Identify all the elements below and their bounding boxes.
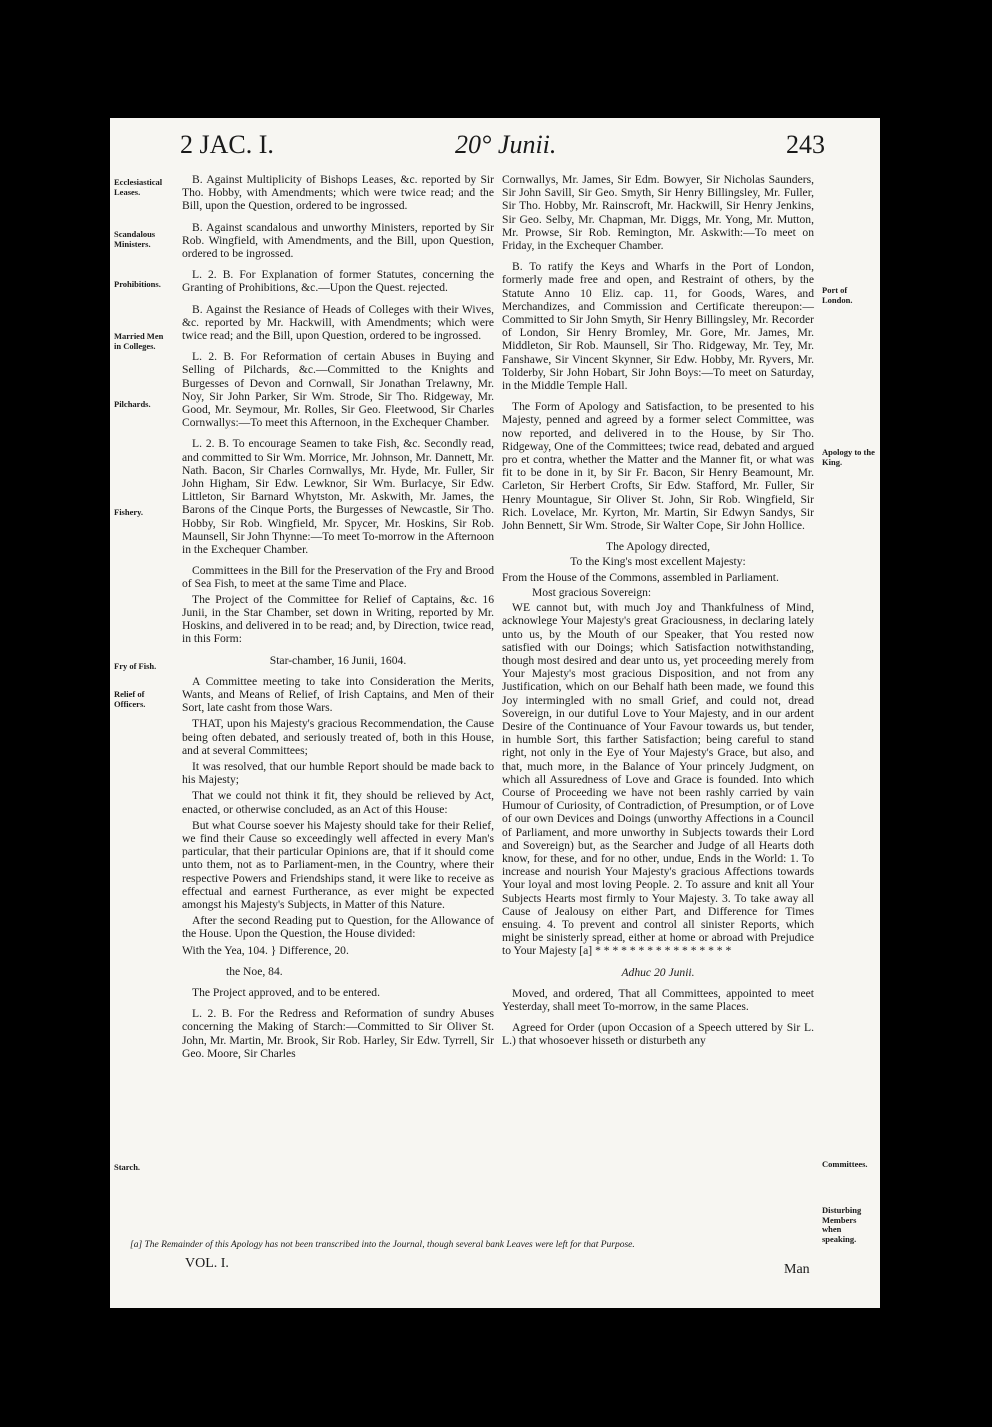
page-number: 243 [786, 130, 825, 159]
side-note: Starch. [114, 1162, 141, 1172]
yea-count: With the Yea, 104. [182, 943, 268, 957]
left-paragraph: L. 2. B. To encourage Seamen to take Fish, &c. Secondly read, and committed to Sir Wm. Morrice, Mr. Johnson, Mr. Dannett, Mr. Nath. Bacon, Sir Charles Cornwallys, Mr. Hyde, Mr. Fuller, Sir John Higham, Sir Edw. Lewknor, Sir Wm. Burlacye, Sir Edw. Littleton, Sir Barnard Whytston, Mr. Askwith, Mr. James, the Barons of the Cinque Ports, the Burgesses of Newcastle, Sir Tho. Hobby, Sir Rob. Wingfield, Mr. Spycer, Mr. Hoskins, Sir Rob. Maunsell, Sir John Thynne:—To meet To-morrow in the Afternoon in the Exchequer Chamber. [182, 437, 494, 557]
volume-signature: VOL. I. [185, 1256, 229, 1271]
division-noe: the Noe, 84. [226, 964, 283, 978]
star-chamber-heading: Star-chamber, 16 Junii, 1604. [269, 653, 407, 667]
running-head-left: 2 JAC. I. [180, 130, 274, 159]
side-note: Relief of Officers. [114, 689, 146, 709]
left-paragraph: B. Against the Resiance of Heads of Colleges with their Wives, &c. reported by Mr. Hackwill, with Amendments; which were twice read; and the Bill, upon Question, ordered to be ingrossed. [182, 302, 494, 343]
left-paragraph: B. Against scandalous and unworthy Ministers, reported by Sir Rob. Wingfield, with Amendments, and the Bill, upon Question, ordered to be ingrossed. [182, 220, 494, 261]
apology-sender: From the House of the Commons, assembled in Parliament. [502, 570, 779, 584]
side-note: Apology to the King. [822, 447, 875, 467]
side-note: Port of London. [822, 285, 853, 305]
left-paragraph: B. Against Multiplicity of Bishops Leases, &c. reported by Sir Tho. Hobby, with Amendments; which were twice read; and the Bill, upon the Question, ordered to be ingrossed. [182, 173, 494, 213]
adhuc-heading: Adhuc 20 Junii. [621, 965, 695, 979]
salutation: Most gracious Sovereign: [532, 585, 652, 599]
side-note: Ecclesiastical Leases. [114, 177, 163, 197]
apology-addressee: To the King's most excellent Majesty: [570, 555, 746, 569]
right-paragraph: B. To ratify the Keys and Wharfs in the Port of London, formerly made free and open, and Restraint of others, by the Statute Anno 10 Eliz. cap. 11, for Goods, Wares, and Merchandizes, and Commission and Certificate thereupon:—Committed to Sir John Smyth, Sir Henry Billingsley, Mr. Recorder of London, Sir Henry Bromley, Mr. Gore, Mr. James, Mr. Middleton, Sir Rob. Maunsell, Sir Tho. Ridgeway, Mr. Tey, Mr. Fanshawe, Sir Vincent Skynner, Sir Edw. Hobby, Mr. Ryvers, Mr. Tolderby, Sir John Hobart, Sir John Boys:—To meet on Saturday, in the Middle Temple Hall. [502, 260, 814, 393]
running-head-date: 20° Junii. [455, 130, 557, 159]
left-paragraph: The Project of the Committee for Relief of Captains, &c. 16 Junii, in the Star Chamber, set down in Writing, reported by Mr. Hoskins, and delivered in to be read; and, by Direction, twice read, in this Form: [182, 592, 494, 646]
project-paragraph: But what Course soever his Majesty should take for their Relief, we find their Cause so exceedingly well affected in every Man's particular, that their particular Opinions are, that if it should come unto them, not as to Parliament-men, in the Country, where their respective Powers and Friendships stand, it were like to receive as effectual and earnest Furtherance, as ever might be expected amongst his Majesty's Subjects, in Matter of this Nature. [182, 818, 494, 911]
division-difference: Difference, 20. [279, 943, 349, 957]
footnote: [a] The Remainder of this Apology has not been transcribed into the Journal, though several bank Leaves were left for that Purpose. [130, 1240, 635, 1250]
side-note: Pilchards. [114, 399, 151, 409]
catchword: Man [784, 1262, 810, 1277]
right-paragraph: Cornwallys, Mr. James, Sir Edm. Bowyer, Sir Nicholas Saunders, Sir John Savill, Sir Geo. Smyth, Sir Henry Billingsley, Mr. Fuller, Sir Tho. Hobby, Mr. Rainscroft, Mr. Hackwill, Sir Henry Jenkins, Sir Geo. Selby, Mr. Chapman, Mr. Diggs, Mr. Yong, Mr. Mutton, Mr. Prowse, Sir Rob. Remington, Mr. Askwith:—To meet on Friday, in the Exchequer Chamber. [502, 173, 814, 253]
disturbing-paragraph: Agreed for Order (upon Occasion of a Speech uttered by Sir L. L.) that whosoever hisseth or disturbeth any [502, 1021, 814, 1048]
side-note: Scandalous Ministers. [114, 229, 156, 249]
right-paragraph: The Form of Apology and Satisfaction, to be presented to his Majesty, penned and agreed by a former select Committee, was now reported, and delivered in to the House, by Sir Tho. Ridgeway, One of the Committees; twice read, debated and argued pro et contra, whether the Matter and the Manner fit, or what was fit to be done in it, by Sir Fr. Bacon, Sir Henry Beamount, Mr. Carleton, Sir Herbert Crofts, Sir Edw. Stafford, Mr. Fuller, Sir Henry Mountague, Sir Oliver St. John, Sir Rob. Wingfield, Sir Rich. Lovelace, Mr. Kyrton, Mr. Martin, Sir Edwyn Sandys, Sir John Bennett, Sir Wm. Strode, Sir Walter Cope, Sir John Hollice. [502, 400, 814, 533]
left-paragraph: L. 2. B. For Explanation of former Statutes, concerning the Granting of Prohibitions, &c.—Upon the Quest. rejected. [182, 268, 494, 295]
side-note: Disturbing Members when speaking. [822, 1205, 862, 1244]
left-column [182, 173, 494, 1068]
committees-paragraph: Moved, and ordered, That all Committees, appointed to meet Yesterday, shall meet To-morrow, in the same Places. [502, 986, 814, 1013]
left-paragraph: L. 2. B. For Reformation of certain Abuses in Buying and Selling of Pilchards, &c.—Committed to the Knights and Burgesses of Devon and Cornwall, Sir Jonathan Trelawny, Mr. Noy, Sir John Parker, Sir Wm. Strode, Sir Tho. Ridgeway, Mr. Good, Mr. Seymour, Mr. Rolles, Sir Geo. Fleetwood, Sir Charles Cornwallys:—To meet this Afternoon, in the Exchequer Chamber. [182, 350, 494, 430]
apology-heading: The Apology directed, [606, 540, 710, 554]
project-paragraph: That we could not think it fit, they should be relieved by Act, enacted, or otherwise concluded, as an Act of this House: [182, 789, 494, 816]
apology-body: WE cannot but, with much Joy and Thankfulness of Mind, acknowlege Your Majesty's great Graciousness, in declaring lately unto us, by the Mouth of our Speaker, that You rested now satisfied with our Doings; which Satisfaction notwithstanding, though most desired and dear unto us, yet proceeding merely from Your Majesty's most gracious Disposition, and not from any Justification, which on our Behalf hath been made, we found this Joy intermingled with no small Grief, and could not, dread Sovereign, in our dutiful Love to Your Majesty, and in our ardent Desire of the Continuance of Your Favour towards us, but tender, in humble Sort, this farther Satisfaction; being careful to stand right, not only in the Eye of Your Majesty's Grace, but also, and that, much more, in the Balance of Your princely Judgment, on which all Assuredness of Love and Grace is founded. Into which Course of Proceeding we have not been rashly carried by vain Humour of Curiosity, of Contradiction, of Presumption, or of Love of our own Devices and Doings (unworthy Affections in a Council of Parliament, and more unworthy in Subjects towards their Lord and Sovereign) but, as the Searcher and Judge of all Hearts doth know, for these, and for no other, undue, Ends in the World: 1. To increase and nourish Your Majesty's gracious Affections towards Your loyal and most loving People. 2. To assure and knit all Your Subjects Hearts most firmly to Your Majesty. 3. To take away all Cause of Jealousy on either Part, and Difference for Times ensuing. 4. To prevent and control all sinister Reports, which might be sinisterly spread, either at home or abroad with Prejudice to Your Majesty [a] * * * * * * * * * * * * * * * * [502, 601, 814, 958]
starch-paragraph: L. 2. B. For the Redress and Reformation of sundry Abuses concerning the Making of Starch:—Committed to Sir Oliver St. John, Mr. Martin, Mr. Brook, Sir Rob. Harley, Sir Edw. Tyrrell, Sir Geo. Moore, Sir Charles [182, 1007, 494, 1060]
left-paragraph: Committees in the Bill for the Preservation of the Fry and Brood of Sea Fish, to meet at the same Time and Place. [182, 564, 494, 591]
project-approved: The Project approved, and to be entered. [192, 985, 381, 999]
project-paragraph: After the second Reading put to Question, for the Allowance of the House. Upon the Question, the House divided: [182, 914, 494, 941]
journal-page [110, 118, 880, 1308]
project-paragraph: THAT, upon his Majesty's gracious Recommendation, the Cause being often debated, and seriously treated of, both in this House, and at several Committees; [182, 717, 494, 757]
side-note: Committees. [822, 1159, 868, 1169]
project-paragraph: It was resolved, that our humble Report should be made back to his Majesty; [182, 759, 494, 787]
project-paragraph: A Committee meeting to take into Consideration the Merits, Wants, and Means of Relief, of Irish Captains, and Men of their Sort, late casht from those Wars. [182, 674, 494, 715]
side-note: Married Men in Colleges. [114, 331, 164, 351]
side-note: Prohibitions. [114, 279, 161, 289]
side-note: Fishery. [114, 507, 144, 517]
side-note: Fry of Fish. [114, 661, 157, 671]
division-yea: With the Yea, 104. } Difference, 20. [182, 943, 349, 957]
right-column [502, 173, 814, 1056]
